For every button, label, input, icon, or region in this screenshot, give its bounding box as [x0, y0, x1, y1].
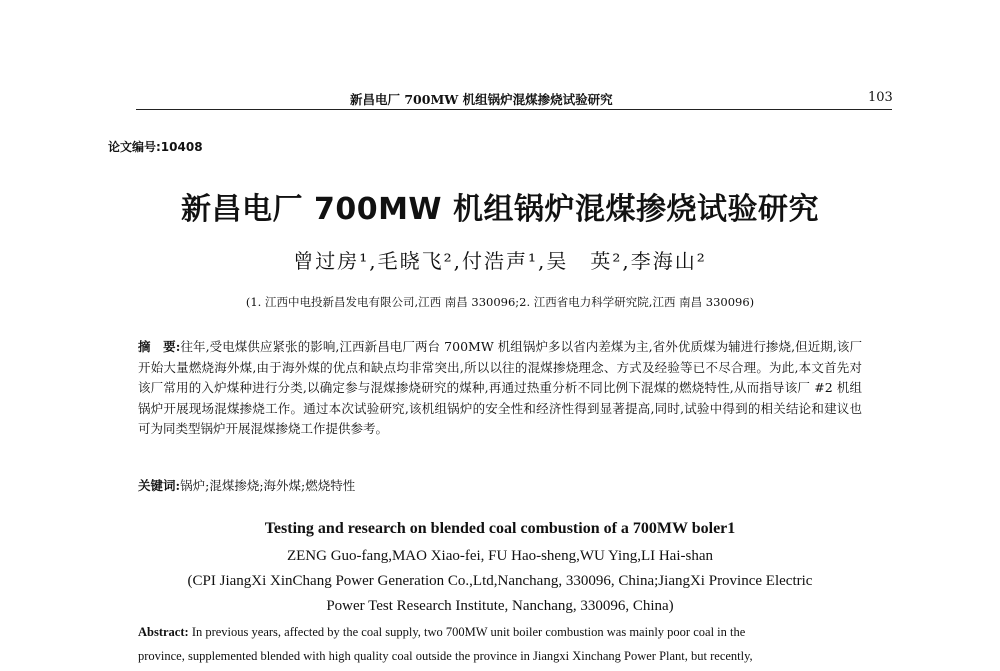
keywords-zh-label: 关键词: — [138, 478, 181, 493]
paper-number: 论文编号:10408 — [108, 140, 203, 154]
affiliation-en-line2: Power Test Research Institute, Nanchang, 330096, China) — [326, 598, 674, 614]
page-number: 103 — [868, 90, 893, 105]
affiliation-zh: (1. 江西中电投新昌发电有限公司,江西 南昌 330096;2. 江西省电力科学研究院,江西 南昌 330096) — [245, 295, 755, 309]
header-rule — [136, 109, 892, 110]
abstract-zh-label: 摘 要: — [138, 339, 181, 354]
affiliation-en-line1: (CPI JiangXi XinChang Power Generation Co.,Ltd,Nanchang, 330096, China;JiangXi Province Electric — [187, 573, 813, 589]
abstract-en-text-line1: In previous years, affected by the coal supply, two 700MW unit boiler combustion was mainly poor coal in the — [191, 625, 746, 639]
keywords-zh-text: 锅炉;混煤掺烧;海外煤;燃烧特性 — [180, 478, 356, 493]
abstract-en-label: Abstract: — [138, 625, 189, 639]
abstract-en-line2: province, supplemented blended with high quality coal outside the province in Jiangxi Xinchang Power Plant, but recently, — [138, 649, 753, 663]
authors-zh: 曾过房¹,毛晓飞²,付浩声¹,吴 英²,李海山² — [293, 249, 707, 273]
abstract-zh-text: 往年,受电煤供应紧张的影响,江西新昌电厂两台 700MW 机组锅炉多以省内差煤为主,省外优质煤为辅进行掺烧,但近期,该厂开始大量燃烧海外煤,由于海外煤的优点和缺点均非常突出,所以以往的混煤掺烧理念、方式及经验等已不尽合理。为此,本文首先对该厂常用的入炉煤种进行分类,以确定参与混煤掺烧研究的煤种,再通过热重分析不同比例下混煤的燃烧特性,从而指导该厂 #2 机组锅炉开展现场混煤掺烧工作。通过本次试验研究,该机组锅炉的安全性和经济性得到显著提高,同时,试验中得到的相关结论和建议也可为同类型锅炉开展混煤掺烧工作提供参考。 — [138, 339, 862, 437]
abstract-zh — [138, 337, 862, 440]
paper-title-en: Testing and research on blended coal combustion of a 700MW boler1 — [264, 520, 736, 537]
keywords-zh — [138, 476, 355, 494]
abstract-en-line1 — [138, 625, 745, 640]
running-title: 新昌电厂 700MW 机组锅炉混煤掺烧试验研究 — [350, 92, 613, 107]
paper-title-zh: 新昌电厂 700MW 机组锅炉混煤掺烧试验研究 — [181, 192, 819, 227]
authors-en: ZENG Guo-fang,MAO Xiao-fei, FU Hao-sheng,WU Ying,LI Hai-shan — [286, 548, 713, 564]
